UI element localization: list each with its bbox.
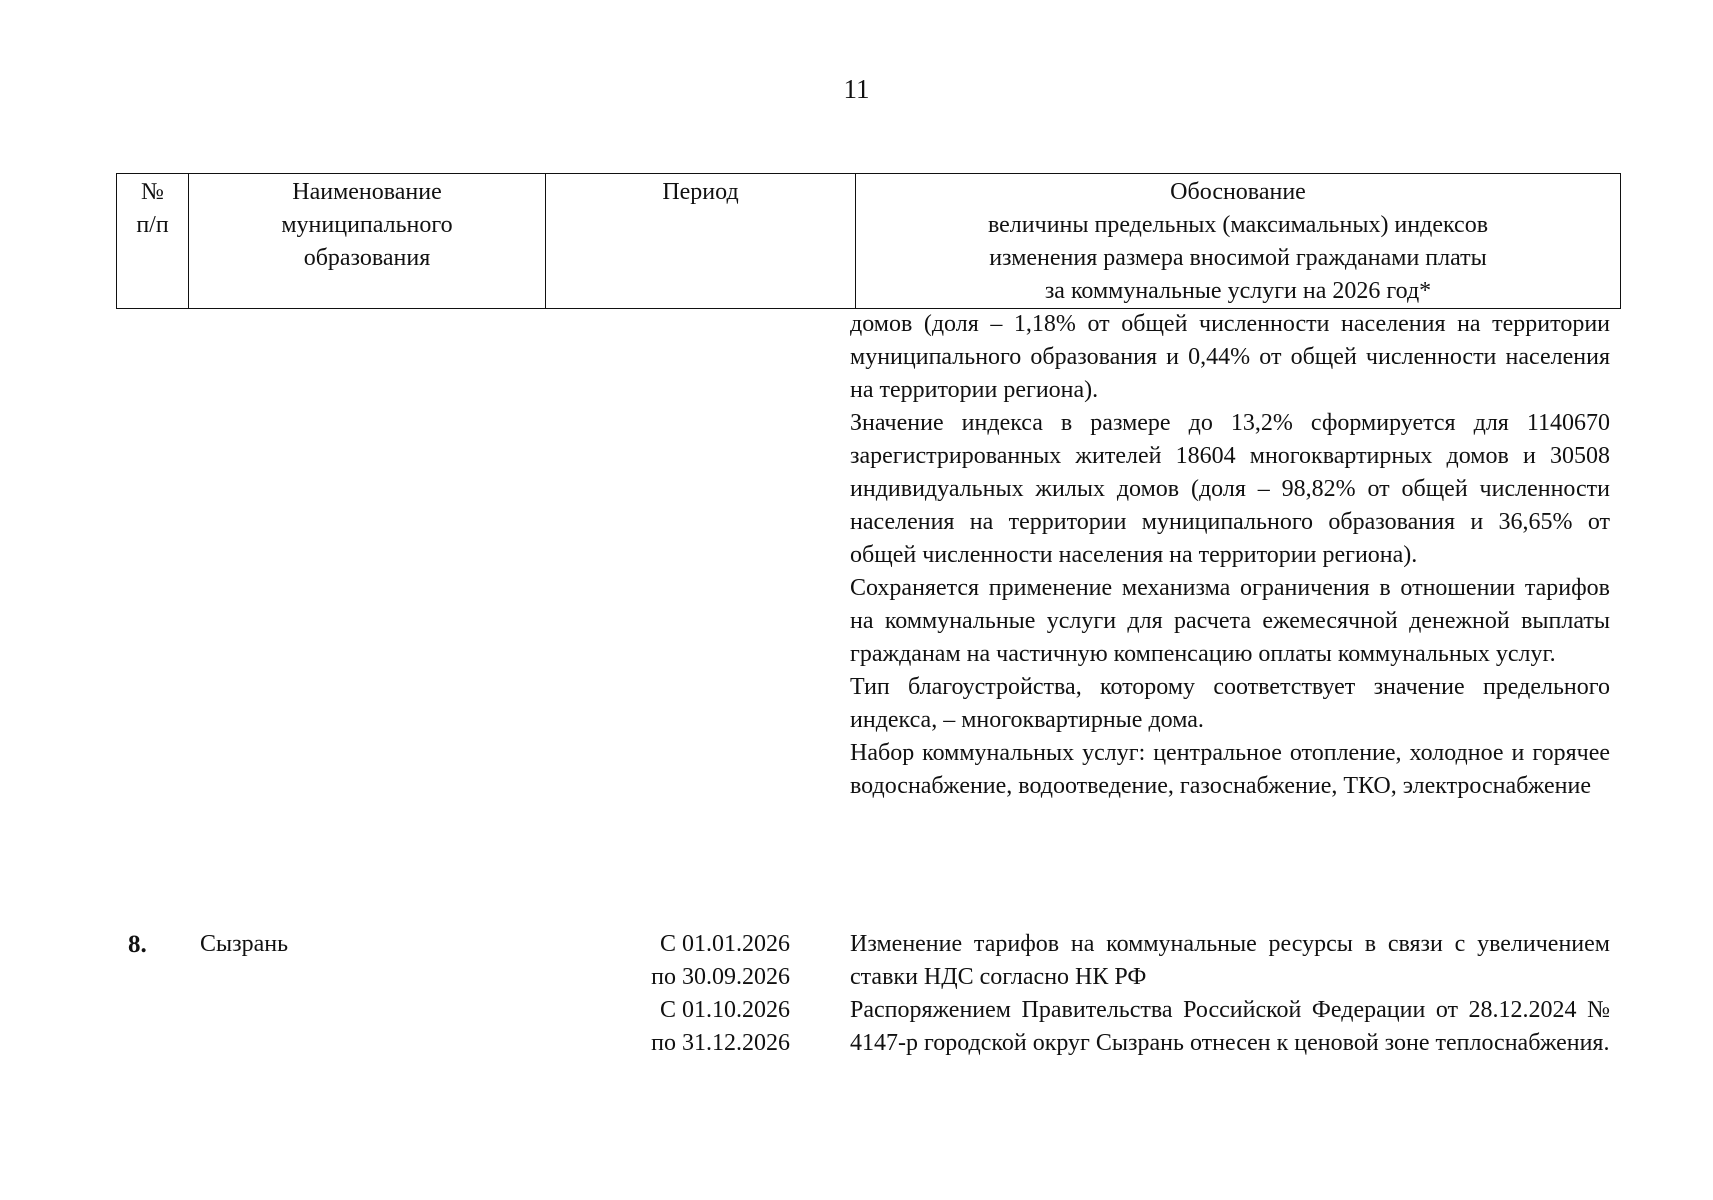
header-basis-line: Обоснование [1170, 179, 1306, 205]
table-header-row [117, 174, 1621, 309]
basis-paragraph: Набор коммунальных услуг: центральное отопление, холодное и горячее водоснабжение, водоотведение, газоснабжение, ТКО, электроснабжение [850, 740, 1610, 799]
basis-paragraph: домов (доля – 1,18% от общей численности населения на территории муниципального образования и 0,44% от общей численности населения на территории региона). [850, 311, 1610, 403]
basis-paragraph: Распоряжением Правительства Российской Федерации от 28.12.2024 № 4147-р городской округ Сызрань отнесен к ценовой зоне теплоснабжения. [850, 997, 1610, 1056]
header-cell-period [546, 174, 856, 309]
basis-paragraph: Тип благоустройства, которому соответствует значение предельного индекса, – многоквартирные дома. [850, 674, 1610, 733]
row7-basis-text [850, 308, 1610, 803]
header-municipality-line: Наименование [292, 179, 442, 205]
header-cell-number [117, 174, 189, 309]
row8-basis-text [850, 928, 1610, 1060]
basis-paragraph: Сохраняется применение механизма ограничения в отношении тарифов на коммунальные услуги для расчета ежемесячной денежной выплаты гражданам на частичную компенсацию оплаты коммунальных услуг. [850, 575, 1610, 667]
header-cell-municipality [189, 174, 546, 309]
period-line: по 30.09.2026 [651, 964, 790, 990]
row8-period [580, 928, 790, 1060]
basis-paragraph: Изменение тарифов на коммунальные ресурсы в связи с увеличением ставки НДС согласно НК РФ [850, 931, 1610, 990]
table-header [116, 173, 1621, 309]
header-number-line: п/п [136, 212, 169, 238]
period-line: С 01.01.2026 [659, 931, 790, 957]
basis-paragraph: Значение индекса в размере до 13,2% сформируется для 1140670 зарегистрированных жителей 18604 многоквартирных домов и 30508 индивидуальных жилых домов (доля – 98,82% от общей численности населения на территории муниципального образования и 36,65% от общей численности населения на территории региона). [850, 410, 1610, 568]
page-number: 11 [843, 74, 870, 104]
period-line: С 01.10.2026 [659, 997, 790, 1023]
header-basis-line: изменения размера вносимой гражданами платы [989, 245, 1487, 271]
header-municipality-line: муниципального [281, 212, 453, 238]
header-period-label: Период [662, 179, 739, 205]
row8-number: 8. [128, 931, 147, 958]
header-municipality-line: образования [303, 245, 431, 271]
header-basis-line: величины предельных (максимальных) индексов [987, 212, 1489, 238]
row8-municipality: Сызрань [200, 931, 289, 957]
header-basis-line: за коммунальные услуги на 2026 год* [1044, 278, 1432, 304]
header-cell-basis [856, 174, 1621, 309]
header-number-line: № [141, 179, 164, 205]
period-line: по 31.12.2026 [651, 1030, 790, 1056]
